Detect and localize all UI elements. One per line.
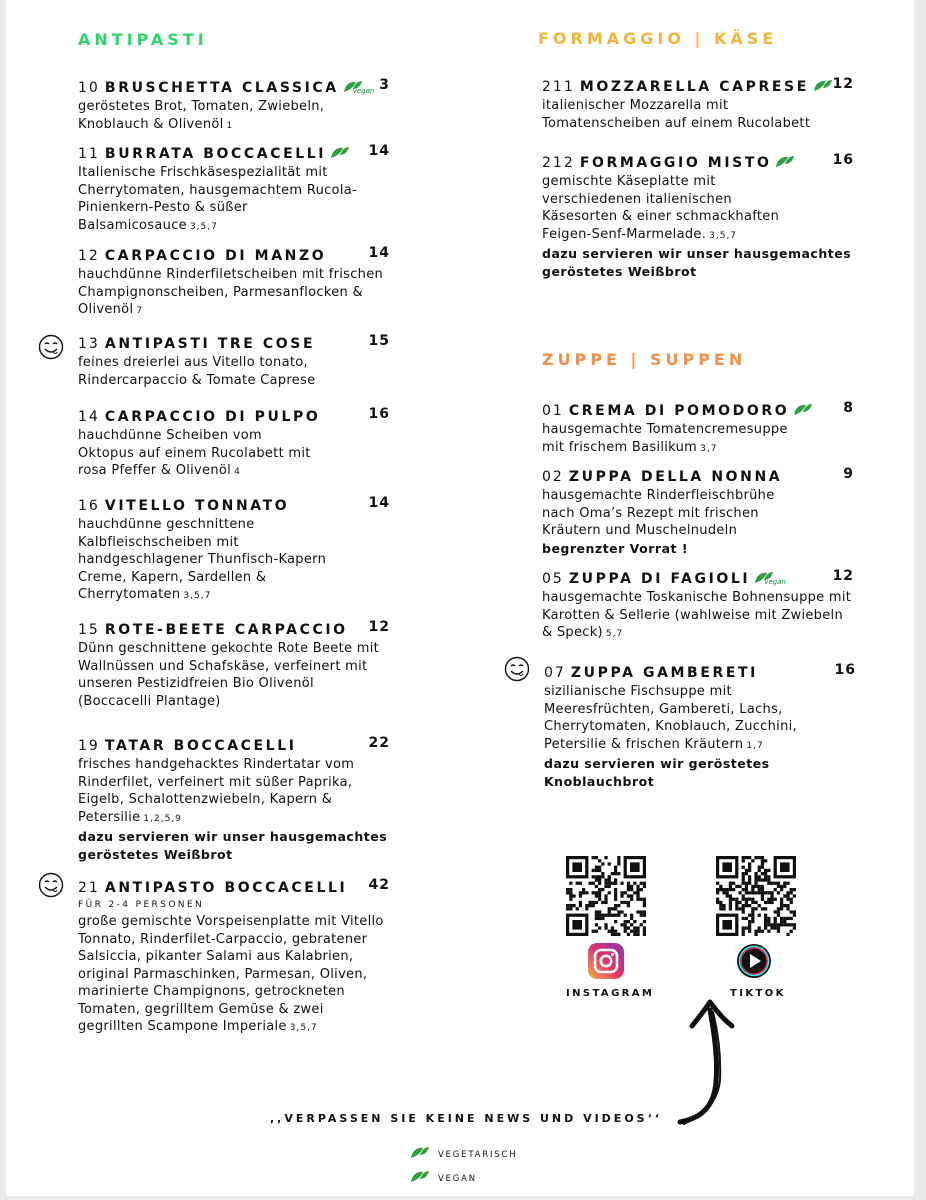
item-description: hausgemachte Toskanische Bohnensuppe mit Karotten & Sellerie (wahlweise mit Zwiebeln & Speck)	[542, 590, 852, 640]
item-note: dazu servieren wir unser hausgemachtes geröstetes Weißbrot	[78, 829, 388, 862]
menu-item	[78, 495, 390, 606]
arrow-up-icon	[674, 996, 744, 1130]
item-name: BRUSCHETTA CLASSICA	[104, 80, 339, 96]
item-price: 12	[368, 619, 390, 635]
vegetarian-leaf-icon	[793, 402, 813, 416]
item-price: 16	[832, 152, 854, 168]
menu-page	[6, 0, 914, 1196]
item-name: CREMA DI POMODORO	[568, 403, 790, 419]
item-note: dazu servieren wir unser hausgemachtes geröstetes Weißbrot	[542, 246, 852, 279]
menu-item	[78, 619, 390, 710]
tiktok-icon[interactable]	[736, 943, 772, 979]
menu-item	[78, 143, 390, 236]
allergen-codes: 4	[234, 467, 241, 477]
smiley-icon	[504, 656, 530, 682]
menu-item	[542, 76, 854, 132]
item-price: 14	[368, 495, 390, 511]
item-price: 9	[843, 466, 854, 482]
item-description: frisches handgehacktes Rindertatar vom Rinderfilet, verfeinert mit süßer Paprika, Eigelb, Schalottenzwiebeln, Kapern & Petersilie	[78, 757, 355, 825]
item-price: 3	[379, 77, 390, 93]
item-name: BURRATA BOCCACELLI	[104, 146, 327, 162]
item-note: begrenzter Vorrat !	[542, 540, 689, 556]
item-description: gemischte Käseplatte mit verschiedenen italienischen Käsesorten & einer schmackhaften Feigen-Senf-Marmelade.	[542, 174, 780, 242]
tiktok-qr-code-icon[interactable]	[716, 856, 796, 936]
item-name: ROTE-BEETE CARPACCIO	[104, 622, 348, 638]
menu-item	[78, 77, 390, 135]
menu-item	[78, 245, 390, 321]
slogan-text: ,,VERPASSEN SIE KEINE NEWS UND VIDEOS‘‘	[270, 1112, 662, 1125]
menu-item	[542, 568, 854, 644]
smiley-icon	[38, 872, 64, 898]
item-description: sizilianische Fischsuppe mit Meeresfrüchten, Gambereti, Lachs, Cherrytomaten, Knoblauch, Zucchini, Petersilie & frischen Kräutern	[544, 684, 797, 752]
vegetarian-leaf-icon	[813, 78, 833, 92]
item-price: 16	[368, 406, 390, 422]
vegan-leaf-icon	[410, 1170, 430, 1184]
item-note: dazu servieren wir geröstetes Knoblauchbrot	[544, 756, 770, 789]
menu-item	[78, 735, 390, 863]
instagram-label: INSTAGRAM	[566, 988, 655, 999]
item-price: 16	[834, 662, 856, 678]
legend-vegan	[410, 1170, 477, 1184]
antipasti-title: ANTIPASTI	[78, 30, 208, 49]
vegetarian-leaf-icon	[410, 1146, 430, 1160]
item-price: 22	[368, 735, 390, 751]
item-number: 19	[78, 738, 100, 754]
legend-vegan-label: VEGAN	[438, 1174, 477, 1184]
item-number: 14	[78, 409, 100, 425]
item-description: geröstetes Brot, Tomaten, Zwiebeln, Knoblauch & Olivenöl	[78, 99, 325, 132]
zuppe-title: ZUPPE | SUPPEN	[542, 350, 747, 369]
legend-vegetarian	[410, 1146, 517, 1160]
item-price: 12	[832, 568, 854, 584]
item-number: 02	[542, 469, 564, 485]
item-price: 12	[832, 76, 854, 92]
item-number: 13	[78, 336, 100, 352]
legend-vegetarian-label: VEGETARISCH	[438, 1150, 518, 1160]
item-name: ZUPPA DELLA NONNA	[568, 469, 783, 485]
allergen-codes: 5,7	[605, 629, 624, 639]
item-number: 15	[78, 622, 100, 638]
item-description: hausgemachte Tomatencremesuppe mit frischem Basilikum	[542, 422, 788, 455]
item-number: 11	[78, 146, 100, 162]
allergen-codes: 7	[136, 306, 144, 316]
item-name: CARPACCIO DI MANZO	[104, 248, 327, 264]
item-description: hauchdünne geschnittene Kalbfleischscheiben mit handgeschlagener Thunfisch-Kapern Creme, Kapern, Sardellen & Cherrytomaten	[78, 517, 327, 602]
item-price: 15	[368, 333, 390, 349]
item-number: 12	[78, 248, 100, 264]
allergen-codes: 3,5,7	[183, 591, 212, 601]
item-description: große gemischte Vorspeisenplatte mit Vitello Tonnato, Rinderfilet-Carpaccio, gebratener Salsiccia, pikanter Salami aus Kalabrien, original Parmaschinken, Parmesan, Oliven, marinierte Champignons, getrockneten Tomaten, gegrilltem Gemüse & zwei gegrillten Scampone Imperiale	[78, 914, 384, 1034]
item-number: 211	[542, 79, 575, 95]
smiley-icon	[38, 334, 64, 360]
menu-item	[542, 400, 854, 458]
item-name: VITELLO TONNATO	[104, 498, 290, 514]
allergen-codes: 3,5,7	[709, 230, 738, 241]
item-name: ZUPPA GAMBERETI	[570, 665, 758, 681]
item-name: ANTIPASTI TRE COSE	[104, 336, 316, 352]
item-name: FORMAGGIO MISTO	[579, 155, 772, 171]
item-number: 212	[542, 155, 575, 171]
allergen-codes: 3,5,7	[289, 1023, 318, 1033]
menu-item	[78, 406, 390, 482]
item-number: 21	[78, 880, 100, 896]
item-description: Dünn geschnittene gekochte Rote Beete mit Wallnüssen und Schafskäse, verfeinert mit unseren Pestizidfreien Bio Olivenöl (Boccacelli Plantage)	[78, 641, 380, 709]
menu-item	[78, 333, 390, 389]
instagram-qr-code-icon[interactable]	[566, 856, 646, 936]
allergen-codes: 1,2,5,9	[143, 813, 182, 824]
item-number: 01	[542, 403, 564, 419]
item-price: 42	[368, 877, 390, 893]
item-number: 07	[544, 665, 566, 681]
item-number: 05	[542, 571, 564, 587]
allergen-codes: 3,5,7	[189, 221, 218, 232]
allergen-codes: 1	[226, 120, 234, 131]
menu-item	[544, 662, 856, 790]
item-description: hauchdünne Rinderfiletscheiben mit frischen Champignonscheiben, Parmesanflocken & Olivenöl	[78, 267, 384, 317]
item-name: CARPACCIO DI PULPO	[104, 409, 321, 425]
vegetarian-leaf-icon	[330, 145, 350, 159]
item-price: 8	[843, 400, 854, 416]
formaggio-title: FORMAGGIO | KÄSE	[538, 29, 778, 48]
vegan-leaf-icon: vegan	[754, 570, 774, 584]
menu-item	[542, 466, 854, 557]
item-price: 14	[368, 143, 390, 159]
item-name: MOZZARELLA CAPRESE	[579, 79, 809, 95]
allergen-codes: 3,7	[700, 443, 718, 454]
item-description: hausgemachte Rinderfleischbrühe nach Oma’s Rezept mit frischen Kräutern und Muschelnudeln	[542, 488, 775, 538]
menu-item	[78, 877, 390, 1038]
item-description: hauchdünne Scheiben vom Oktopus auf einem Rucolabett mit rosa Pfeffer & Olivenöl	[78, 428, 311, 478]
menu-item	[542, 152, 854, 280]
instagram-icon[interactable]	[588, 943, 624, 979]
vegetarian-leaf-icon	[775, 154, 795, 168]
item-subtitle: FÜR 2-4 PERSONEN	[78, 900, 205, 910]
item-number: 10	[78, 80, 100, 96]
item-description: feines dreierlei aus Vitello tonato, Rindercarpaccio & Tomate Caprese	[78, 355, 316, 388]
allergen-codes: 1,7	[746, 740, 764, 751]
tiktok-label: TIKTOK	[730, 988, 786, 999]
item-price: 14	[368, 245, 390, 261]
item-name: TATAR BOCCACELLI	[104, 738, 297, 754]
vegan-leaf-icon: vegan	[343, 79, 363, 93]
item-name: ANTIPASTO BOCCACELLI	[104, 880, 348, 896]
item-description: Italienische Frischkäsespezialität mit Cherrytomaten, hausgemachtem Rucola-Pinienkern-Pesto & süßer Balsamicosauce	[78, 165, 357, 233]
item-number: 16	[78, 498, 100, 514]
item-description: italienischer Mozzarella mit Tomatenscheiben auf einem Rucolabett	[542, 98, 811, 131]
item-name: ZUPPA DI FAGIOLI	[568, 571, 751, 587]
